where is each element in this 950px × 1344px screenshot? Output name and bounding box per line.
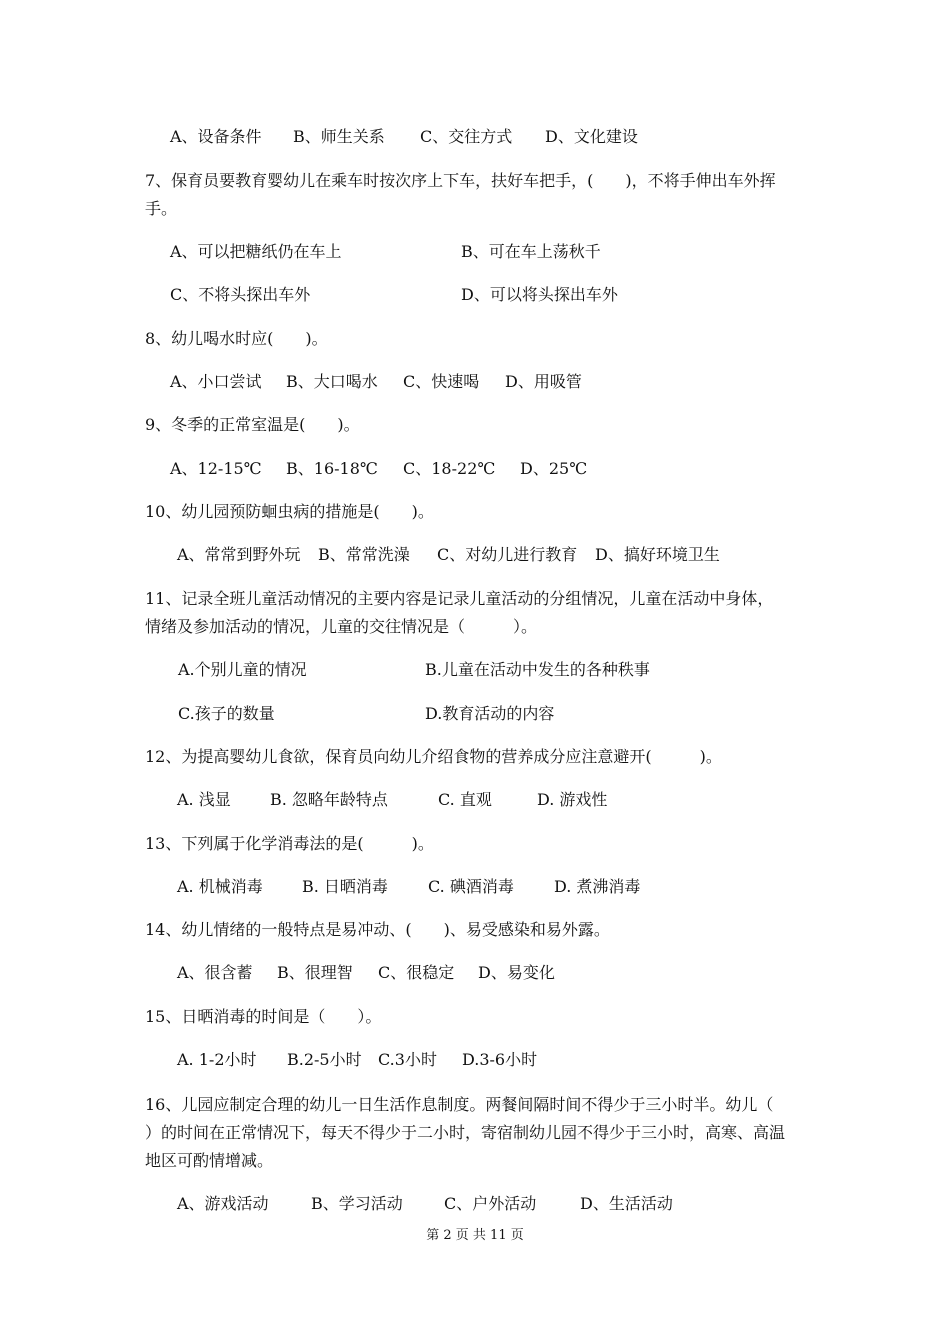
q14-stem: 14、幼儿情绪的一般特点是易冲动、( )、易受感染和易外露。 [145, 920, 610, 939]
q15-stem: 15、日晒消毒的时间是（ ）。 [145, 1007, 382, 1026]
q11-options-row1 [0, 660, 950, 680]
q11-option-d: D.教育活动的内容 [425, 704, 555, 723]
q9-option-d: D、25℃ [520, 459, 588, 478]
q13-option-b: B. 日晒消毒 [302, 877, 388, 896]
q12-option-d: D. 游戏性 [537, 790, 608, 809]
q7-options-row1 [0, 242, 950, 262]
q15-option-b: B.2-5小时 [287, 1050, 362, 1069]
q15-option-d: D.3-6小时 [462, 1050, 538, 1069]
q14-option-b: B、很理智 [277, 963, 353, 982]
q16-option-b: B、学习活动 [311, 1194, 403, 1213]
q12-stem: 12、为提高婴幼儿食欲，保育员向幼儿介绍食物的营养成分应注意避开( )。 [145, 747, 722, 766]
q16-stem-line3: 地区可酌情增减。 [145, 1151, 274, 1170]
q7-options-row2 [0, 285, 950, 305]
q12-option-c: C. 直观 [438, 790, 492, 809]
q8-option-a: A、小口尝试 [170, 372, 262, 391]
q15-option-a: A. 1-2小时 [177, 1050, 257, 1069]
q13-option-d: D. 煮沸消毒 [554, 877, 641, 896]
q8-option-c: C、快速喝 [403, 372, 480, 391]
q11-stem-line1: 11、记录全班儿童活动情况的主要内容是记录儿童活动的分组情况，儿童在活动中身体， [145, 589, 774, 608]
q16-stem-line2: ）的时间在正常情况下，每天不得少于二小时，寄宿制幼儿园不得少于三小时，高寒、高温 [145, 1123, 786, 1142]
q9-options [0, 459, 950, 479]
q16-option-c: C、户外活动 [444, 1194, 537, 1213]
q10-options [0, 545, 950, 565]
q7-option-d: D、可以将头探出车外 [461, 285, 618, 304]
q13-option-c: C. 碘酒消毒 [428, 877, 514, 896]
q10-option-a: A、常常到野外玩 [177, 545, 301, 564]
q9-option-a: A、12-15℃ [170, 459, 262, 478]
q11-option-b: B.儿童在活动中发生的各种秩事 [425, 660, 650, 679]
q8-stem: 8、幼儿喝水时应( )。 [145, 329, 328, 348]
q8-option-d: D、用吸管 [505, 372, 582, 391]
q11-options-row2 [0, 704, 950, 724]
q10-option-b: B、常常洗澡 [318, 545, 410, 564]
q7-option-c: C、不将头探出车外 [170, 285, 311, 304]
q16-options [0, 1194, 950, 1214]
q11-option-a: A.个别儿童的情况 [178, 660, 307, 679]
q13-stem: 13、下列属于化学消毒法的是( )。 [145, 834, 434, 853]
q11-stem-line2: 情绪及参加活动的情况，儿童的交往情况是（ ）。 [145, 617, 538, 636]
q11-option-c: C.孩子的数量 [178, 704, 275, 723]
q7-stem-line2: 手。 [145, 199, 178, 218]
q12-option-b: B. 忽略年龄特点 [270, 790, 388, 809]
q6-option-b: B、师生关系 [293, 127, 385, 146]
q14-option-c: C、很稳定 [378, 963, 455, 982]
q15-option-c: C.3小时 [378, 1050, 437, 1069]
q15-options [0, 1050, 950, 1070]
q13-option-a: A. 机械消毒 [177, 877, 263, 896]
q10-option-d: D、搞好环境卫生 [595, 545, 720, 564]
q7-stem-line1: 7、保育员要教育婴幼儿在乘车时按次序上下车，扶好车把手，( )，不将手伸出车外挥 [145, 171, 776, 190]
q9-stem: 9、冬季的正常室温是( )。 [145, 415, 360, 434]
q13-options [0, 877, 950, 897]
q16-option-a: A、游戏活动 [177, 1194, 269, 1213]
q16-option-d: D、生活活动 [580, 1194, 673, 1213]
q7-option-a: A、可以把糖纸仍在车上 [170, 242, 342, 261]
q6-option-c: C、交往方式 [420, 127, 513, 146]
q8-options [0, 372, 950, 392]
q12-options [0, 790, 950, 810]
q9-option-c: C、18-22℃ [403, 459, 496, 478]
q8-option-b: B、大口喝水 [286, 372, 378, 391]
page-footer: 第 2 页 共 11 页 [426, 1228, 524, 1243]
q14-option-d: D、易变化 [478, 963, 555, 982]
q6-option-d: D、文化建设 [545, 127, 638, 146]
q9-option-b: B、16-18℃ [286, 459, 378, 478]
q10-option-c: C、对幼儿进行教育 [437, 545, 578, 564]
q16-stem-line1: 16、儿园应制定合理的幼儿一日生活作息制度。两餐间隔时间不得少于三小时半。幼儿（ [145, 1095, 774, 1114]
q7-option-b: B、可在车上荡秋千 [461, 242, 601, 261]
q10-stem: 10、幼儿园预防蛔虫病的措施是( )。 [145, 502, 434, 521]
q14-option-a: A、很含蓄 [177, 963, 253, 982]
q6-option-a: A、设备条件 [170, 127, 262, 146]
q12-option-a: A. 浅显 [177, 790, 231, 809]
q14-options [0, 963, 950, 983]
q6-options [0, 127, 950, 147]
